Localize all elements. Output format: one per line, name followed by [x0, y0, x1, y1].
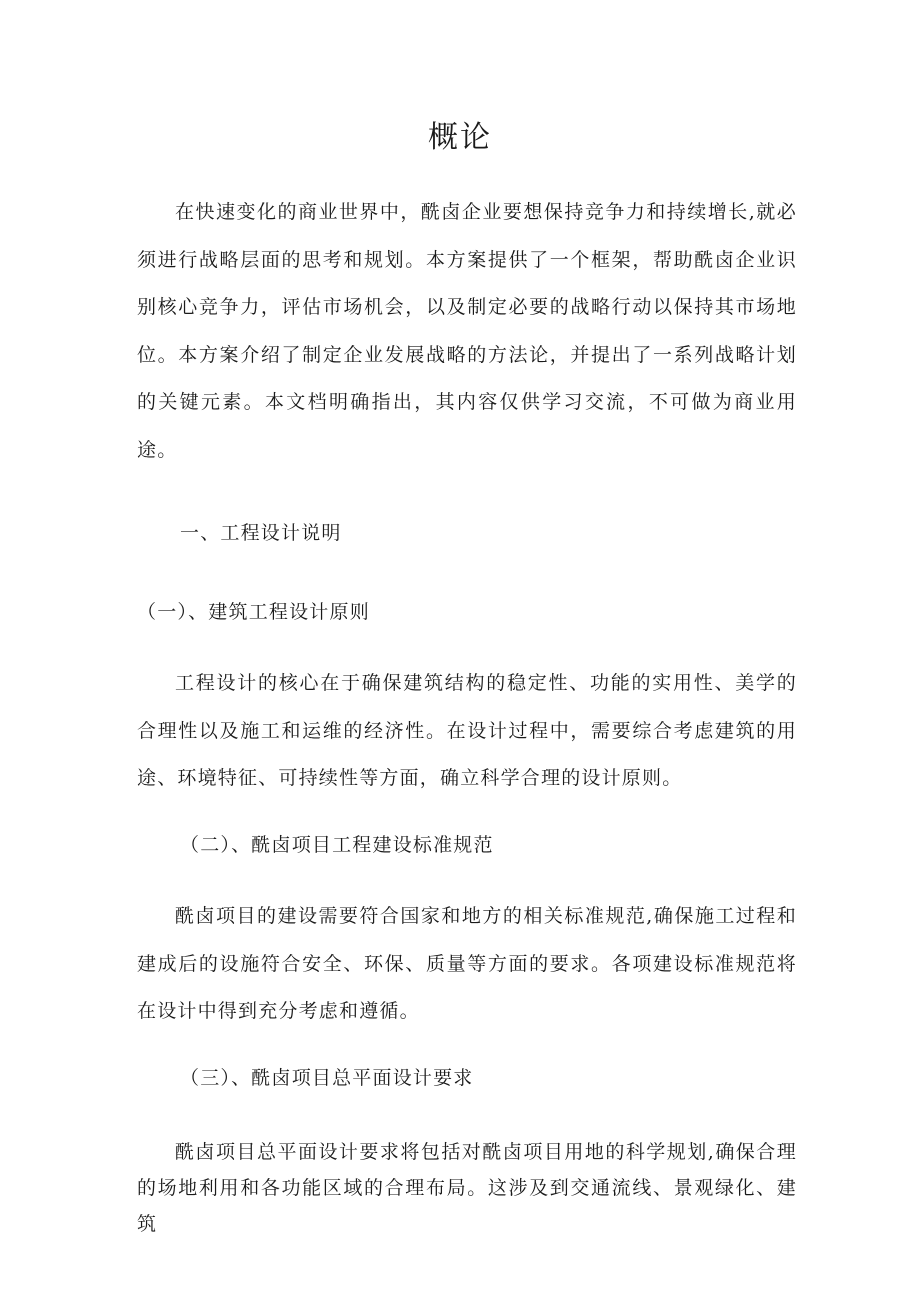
subsection-heading-design-principles: （一）、建筑工程设计原则	[137, 601, 370, 623]
section-heading-engineering: 一、工程设计说明	[180, 522, 342, 544]
intro-paragraph: 在快速变化的商业世界中，酰卤企业要想保持竞争力和持续增长,就必须进行战略层面的思考和规划。本方案提供了一个框架，帮助酰卤企业识别核心竞争力，评估市场机会，以及制定必要的战略行动以保持其市场地位。本方案介绍了制定企业发展战略的方法论，并提出了一系列战略计划的关键元素。本文档明确指出，其内容仅供学习交流，不可做为商业用途。	[137, 201, 797, 461]
standards-paragraph: 酰卤项目的建设需要符合国家和地方的相关标准规范,确保施工过程和建成后的设施符合安全、环保、质量等方面的要求。各项建设标准规范将在设计中得到充分考虑和遵循。	[137, 905, 797, 1022]
subsection-heading-standards: （二）、酰卤项目工程建设标准规范	[180, 834, 494, 856]
page-title: 概论	[428, 120, 492, 155]
site-plan-paragraph: 酰卤项目总平面设计要求将包括对酰卤项目用地的科学规划,确保合理的场地利用和各功能区域的合理布局。这涉及到交通流线、景观绿化、建筑	[137, 1141, 797, 1235]
subsection-heading-site-plan: （三）、酰卤项目总平面设计要求	[180, 1067, 474, 1089]
design-principles-paragraph: 工程设计的核心在于确保建筑结构的稳定性、功能的实用性、美学的合理性以及施工和运维的经济性。在设计过程中，需要综合考虑建筑的用途、环境特征、可持续性等方面，确立科学合理的设计原则。	[137, 672, 797, 789]
